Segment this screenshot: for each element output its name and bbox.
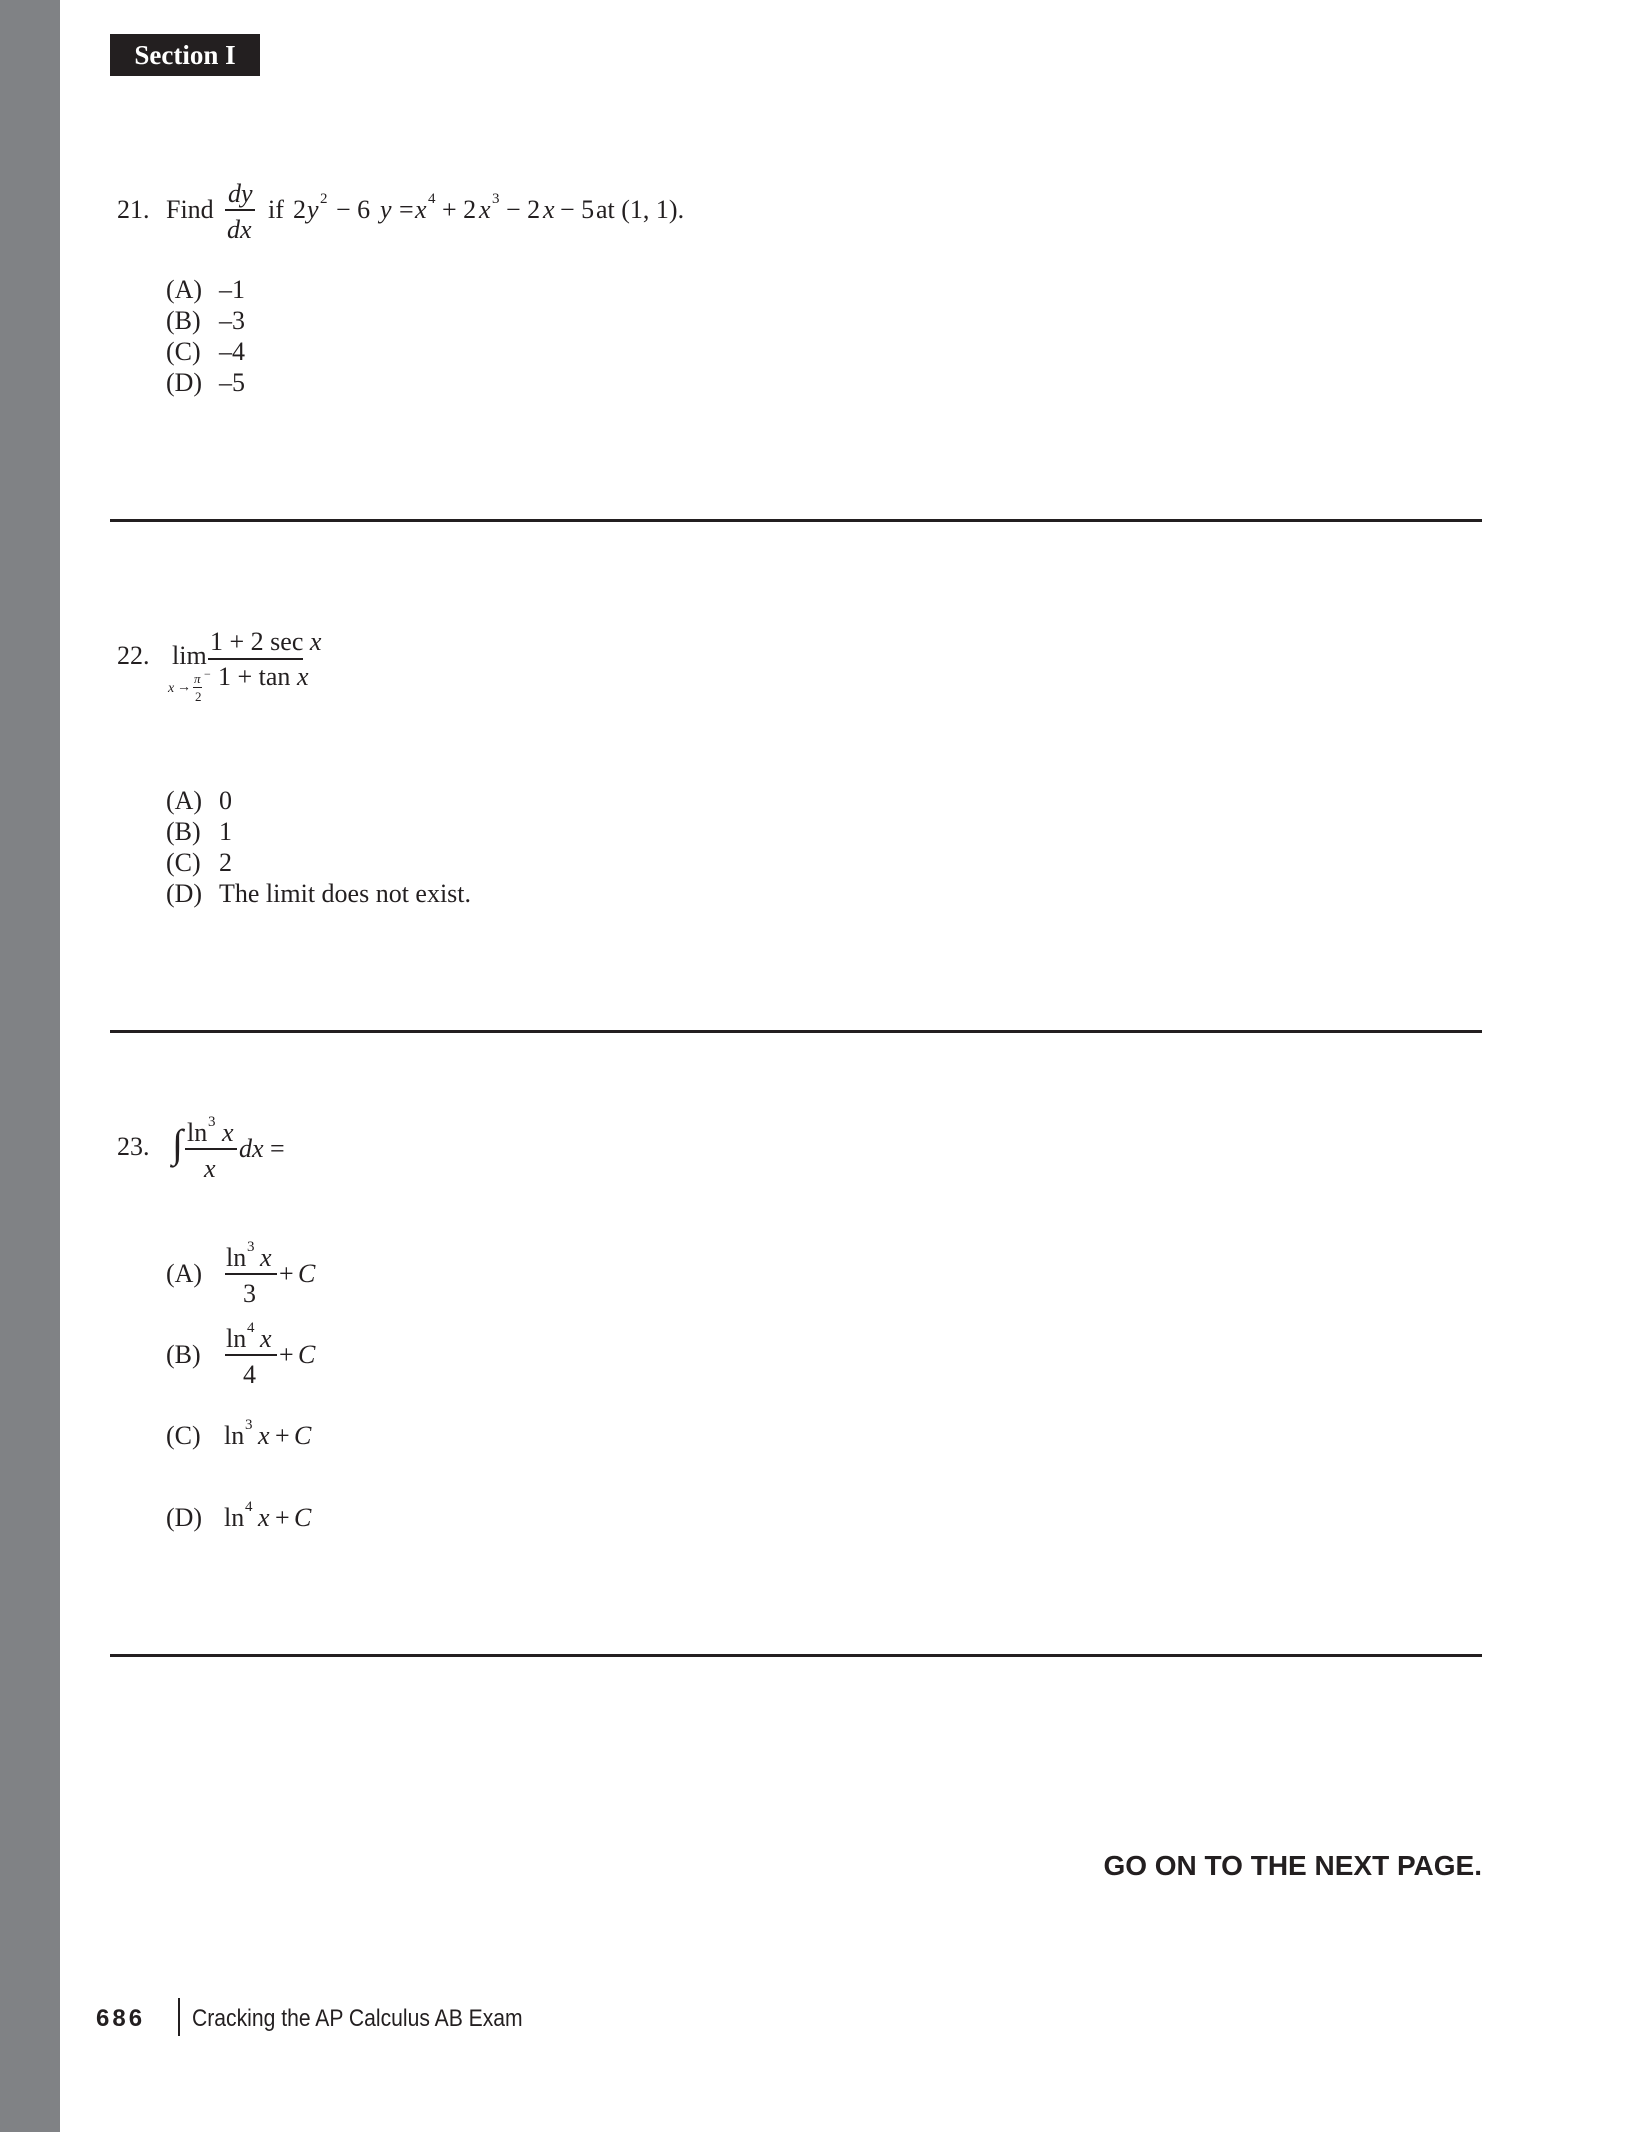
differential-dx: dx xyxy=(239,1134,264,1163)
choice-text: –4 xyxy=(219,337,245,366)
prompt-if: if xyxy=(268,195,284,224)
choice-text: 1 xyxy=(219,817,232,846)
term-operator: − 5 xyxy=(560,195,595,224)
equals-sign: = xyxy=(399,195,414,224)
choice-letter: (D) xyxy=(166,368,203,397)
plus-sign: + xyxy=(279,1259,294,1288)
choice-x: x xyxy=(258,1503,270,1532)
limit-sub-variable: x xyxy=(168,681,175,696)
choice-d[interactable] xyxy=(166,370,245,396)
limit-sub-two: 2 xyxy=(195,689,202,704)
term-variable-x: x xyxy=(479,195,491,224)
choice-text: The limit does not exist. xyxy=(219,879,472,908)
choice-letter: (D) xyxy=(166,1503,203,1532)
limit-numerator: 1 + 2 sec x xyxy=(210,627,322,656)
footer-separator xyxy=(178,1998,180,2036)
exponent: 3 xyxy=(245,1417,253,1433)
go-next-page-notice: GO ON TO THE NEXT PAGE. xyxy=(1103,1850,1482,1881)
limit-sub-pi: π xyxy=(194,671,201,686)
equals-sign: = xyxy=(270,1134,285,1163)
prompt-at-point: at (1, 1). xyxy=(596,195,685,224)
term-coefficient: 2 xyxy=(293,195,306,224)
choice-ln: ln xyxy=(226,1324,247,1353)
deriv-denominator: dx xyxy=(227,215,252,244)
choice-letter: (C) xyxy=(166,337,201,366)
sub-fraction-bar xyxy=(193,687,202,688)
exponent: 3 xyxy=(208,1114,216,1130)
question-number: 22. xyxy=(117,641,150,670)
choice-text: –1 xyxy=(219,275,245,304)
exponent: 4 xyxy=(245,1499,253,1515)
deriv-numerator: dy xyxy=(228,179,253,208)
limit-sub-minus: − xyxy=(204,667,211,681)
section-divider xyxy=(110,1654,1482,1657)
integral-sign: ∫ xyxy=(172,1121,183,1166)
choice-x: x xyxy=(260,1243,272,1272)
choice-letter: (A) xyxy=(166,786,203,815)
term-variable-y: y xyxy=(380,195,392,224)
term-operator: − 2 xyxy=(506,195,541,224)
choice-letter: (A) xyxy=(166,1259,203,1288)
constant-c: C xyxy=(294,1503,312,1532)
integrand-ln: ln xyxy=(187,1118,208,1147)
choice-letter: (C) xyxy=(166,1421,201,1450)
choice-text: –3 xyxy=(219,306,245,335)
constant-c: C xyxy=(298,1340,316,1369)
choice-x: x xyxy=(258,1421,270,1450)
fraction-bar xyxy=(208,658,303,660)
integrand-denominator-x: x xyxy=(204,1154,216,1183)
plus-sign: + xyxy=(279,1340,294,1369)
section-tab: Section I xyxy=(110,34,260,76)
constant-c: C xyxy=(294,1421,312,1450)
plus-sign: + xyxy=(275,1503,290,1532)
prompt-find: Find xyxy=(166,195,214,224)
fraction-bar xyxy=(185,1148,237,1150)
choice-c[interactable] xyxy=(166,850,232,876)
constant-c: C xyxy=(298,1259,316,1288)
term-variable-x: x xyxy=(415,195,427,224)
fraction-bar xyxy=(225,1354,277,1356)
page-number: 686 xyxy=(96,2005,146,2032)
limit-denominator: 1 + tan x xyxy=(218,662,309,691)
section-divider xyxy=(110,1030,1482,1033)
exponent: 4 xyxy=(247,1320,255,1336)
choice-text: –5 xyxy=(219,368,245,397)
choice-denominator: 3 xyxy=(243,1279,256,1308)
choice-letter: (D) xyxy=(166,879,203,908)
choice-denominator: 4 xyxy=(243,1360,256,1389)
plus-sign: + xyxy=(275,1421,290,1450)
integrand-x: x xyxy=(222,1118,234,1147)
choice-c[interactable] xyxy=(166,339,245,365)
choice-a[interactable] xyxy=(166,277,245,303)
question-number: 21. xyxy=(117,195,150,224)
choice-letter: (B) xyxy=(166,1340,201,1369)
term-variable-y: y xyxy=(307,195,319,224)
book-title: Cracking the AP Calculus AB Exam xyxy=(192,2005,523,2032)
choice-x: x xyxy=(260,1324,272,1353)
fraction-bar xyxy=(225,1273,277,1275)
term-variable-x: x xyxy=(543,195,555,224)
choice-d[interactable] xyxy=(166,881,471,907)
choice-ln: ln xyxy=(224,1421,245,1450)
choice-letter: (B) xyxy=(166,817,201,846)
choice-text: 2 xyxy=(219,848,232,877)
term-operator: − 6 xyxy=(336,195,371,224)
exponent: 2 xyxy=(320,191,328,207)
exponent: 4 xyxy=(428,191,436,207)
choice-letter: (C) xyxy=(166,848,201,877)
term-operator: + 2 xyxy=(442,195,477,224)
choice-text: 0 xyxy=(219,786,232,815)
choice-a[interactable] xyxy=(166,788,232,814)
choice-b[interactable] xyxy=(166,819,232,845)
choice-letter: (A) xyxy=(166,275,203,304)
page-side-bar xyxy=(0,0,60,2132)
question-number: 23. xyxy=(117,1132,150,1161)
choice-b[interactable] xyxy=(166,308,245,334)
exponent: 3 xyxy=(492,191,500,207)
limit-operator: lim xyxy=(172,641,207,670)
section-divider xyxy=(110,519,1482,522)
choice-ln: ln xyxy=(226,1243,247,1272)
fraction-bar xyxy=(225,209,255,211)
limit-sub-arrow: → xyxy=(177,680,191,695)
choice-letter: (B) xyxy=(166,306,201,335)
exponent: 3 xyxy=(247,1239,255,1255)
choice-ln: ln xyxy=(224,1503,245,1532)
